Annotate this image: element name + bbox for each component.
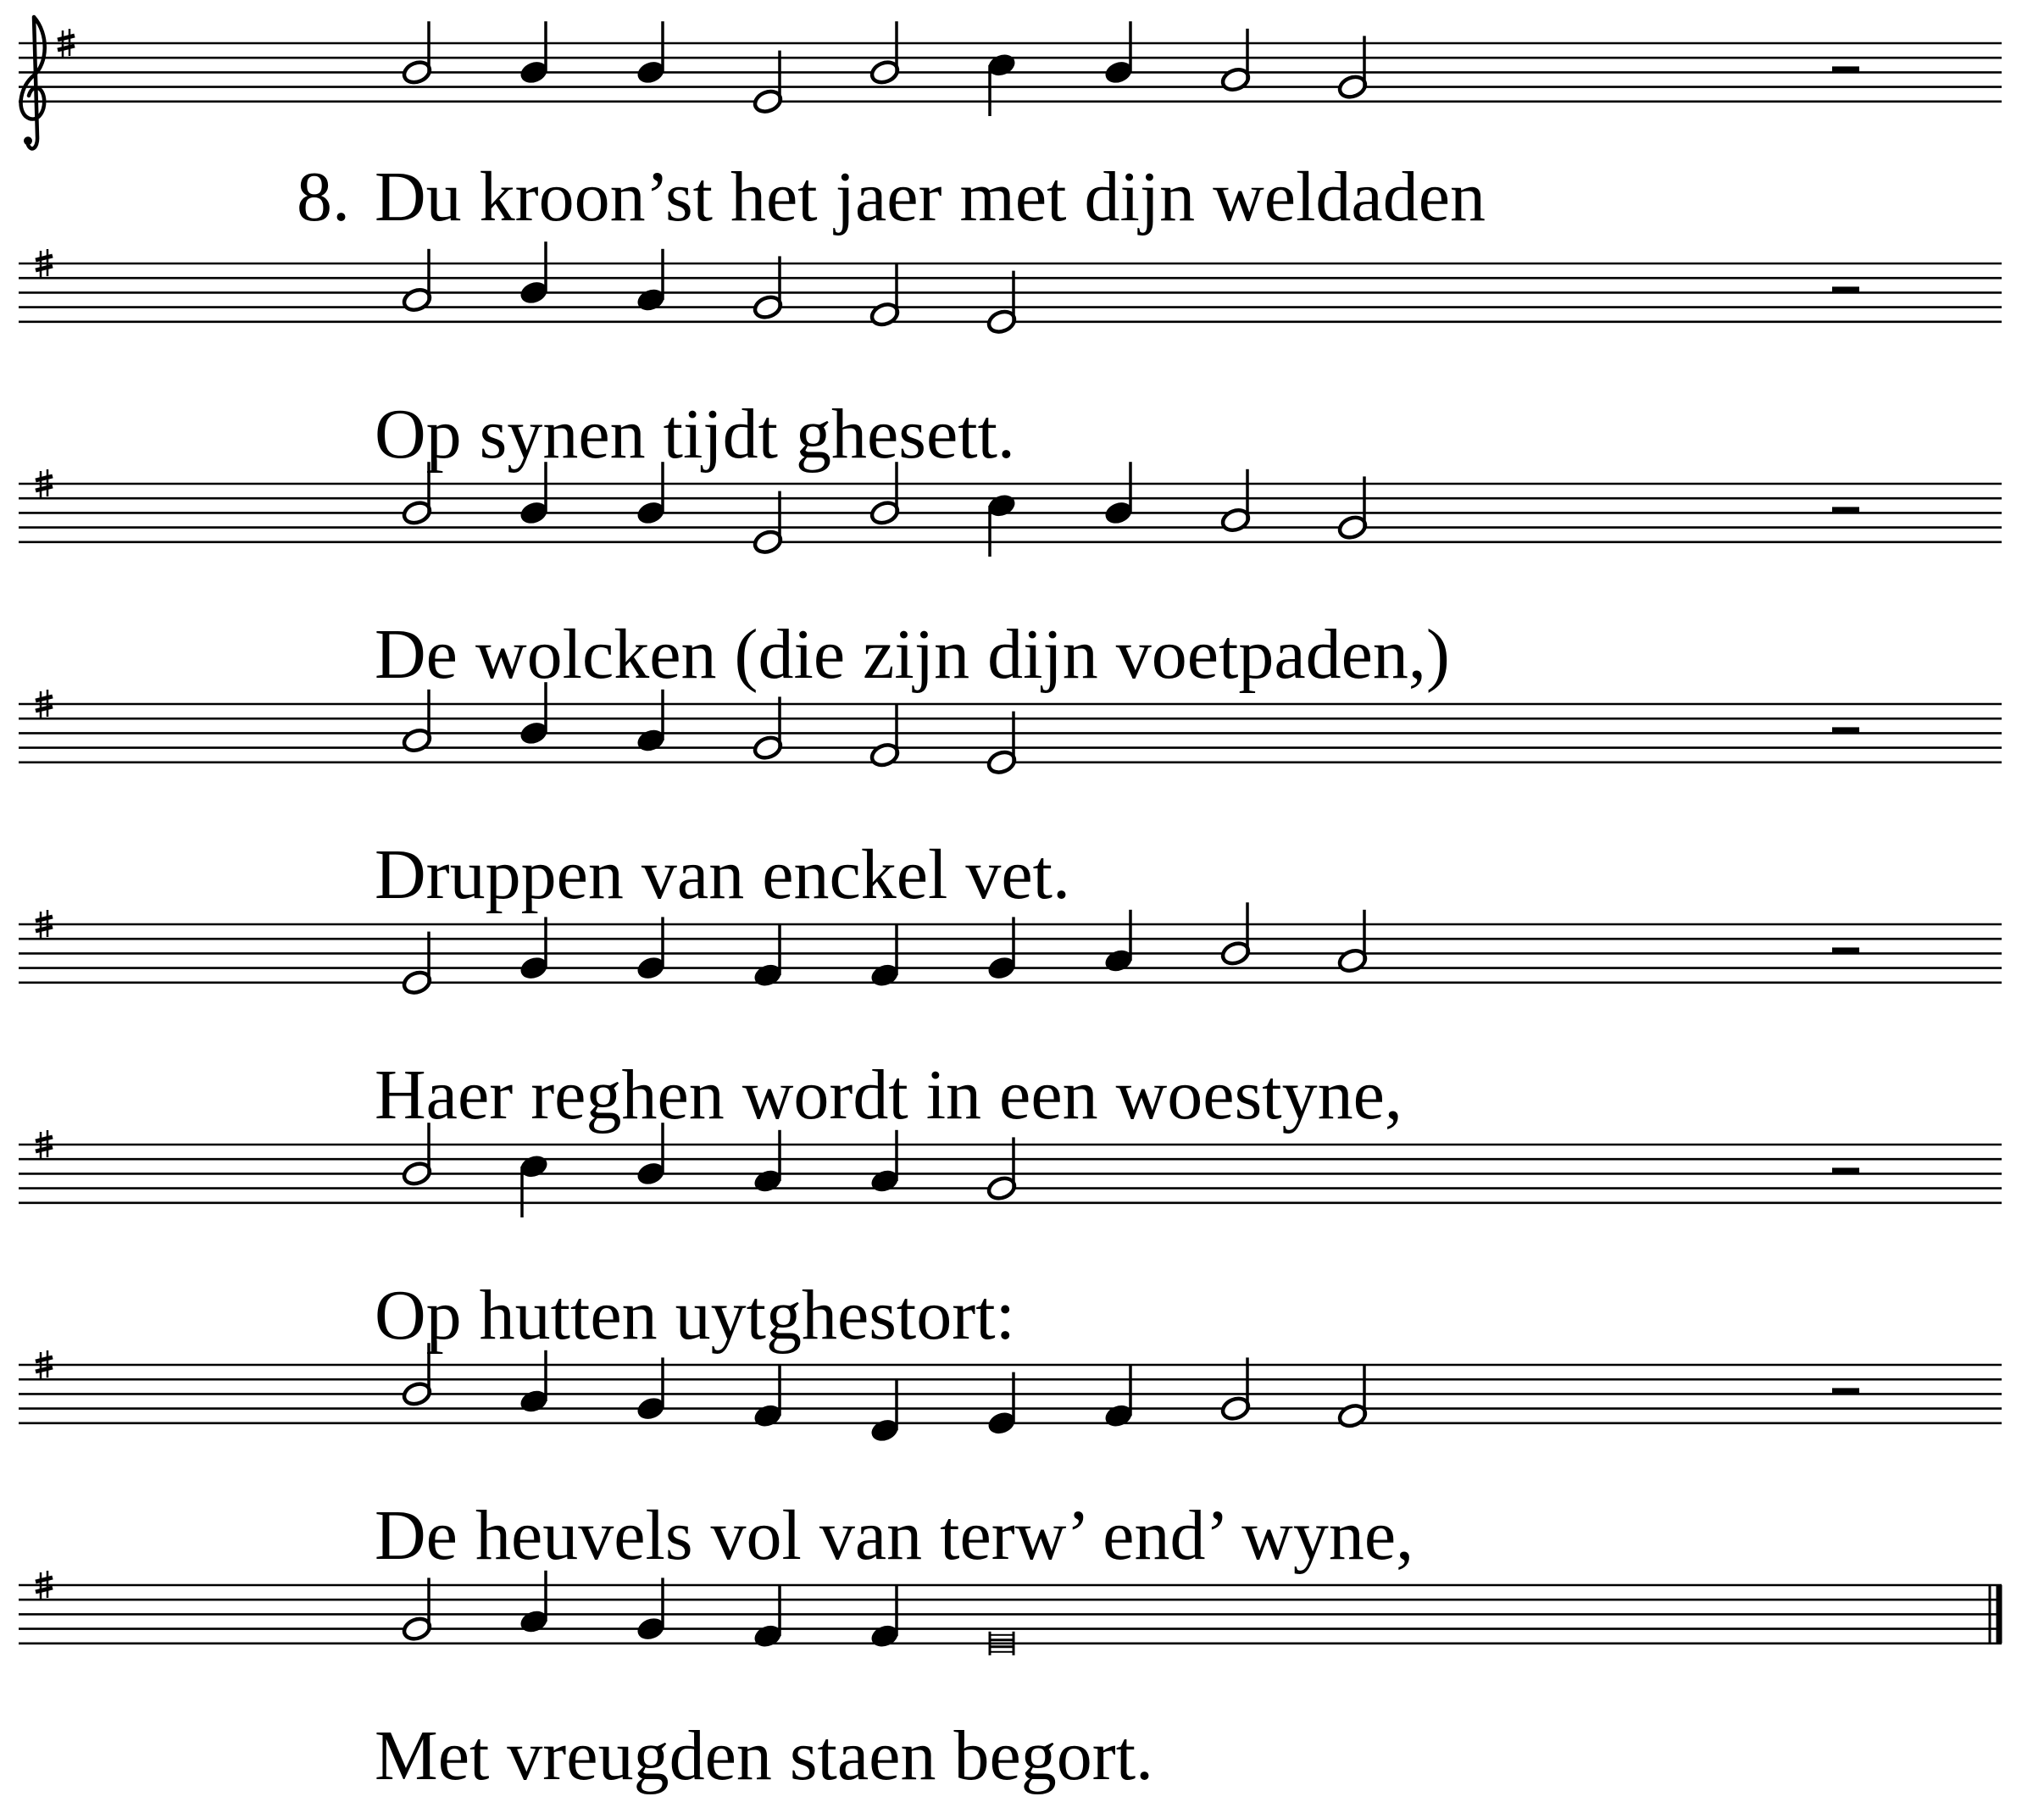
staff-system-3 [19, 462, 2002, 694]
note [636, 21, 667, 86]
note [753, 1365, 784, 1429]
lyric-line-1: Du kroon’st het jaer met dijn weldaden [375, 157, 1486, 236]
rest-icon [1832, 1388, 1859, 1394]
note [636, 917, 667, 981]
note [1337, 1365, 1369, 1429]
staff-system-7 [19, 1343, 2002, 1575]
lyric-line-6: Op hutten uytghestort: [375, 1275, 1015, 1355]
lyric-line-7: De heuvels vol van terw’ end’ wyne, [375, 1495, 1414, 1575]
rest-icon [1832, 727, 1859, 734]
note [869, 924, 901, 989]
clef-stroke [21, 17, 45, 148]
staff-system-6 [19, 1123, 2002, 1355]
note [869, 21, 901, 86]
note [1337, 476, 1369, 541]
treble-clef [21, 17, 45, 148]
note [1220, 29, 1252, 93]
note [753, 491, 784, 556]
sharp-stroke [36, 707, 53, 711]
note [519, 241, 550, 306]
note [519, 1571, 550, 1635]
note [753, 51, 784, 115]
note [1220, 469, 1252, 534]
sharp-stroke [36, 1357, 53, 1361]
sharp-stroke [36, 256, 53, 260]
note [986, 917, 1018, 981]
note [1103, 21, 1135, 86]
note [636, 249, 667, 313]
staff-system-1 [19, 17, 2002, 236]
note [869, 1585, 901, 1650]
note [753, 924, 784, 989]
note [1103, 910, 1135, 974]
note [519, 1350, 550, 1415]
rest-icon [1832, 947, 1859, 954]
note [986, 712, 1018, 776]
note [1337, 36, 1369, 100]
sharp-stroke [36, 1577, 53, 1582]
staff-system-4 [19, 682, 2002, 914]
staff-system-2 [19, 241, 2002, 474]
sharp-stroke [36, 476, 53, 480]
note [986, 52, 1018, 116]
note [869, 1379, 901, 1444]
note [986, 271, 1018, 335]
sharp-stroke [36, 927, 53, 931]
sharp-stroke [36, 1588, 53, 1592]
note [1220, 902, 1252, 967]
sharp-stroke [58, 36, 75, 40]
note [1103, 1365, 1135, 1429]
rest-icon [1832, 507, 1859, 513]
note [753, 696, 784, 761]
sharp-stroke [36, 266, 53, 270]
note [753, 1130, 784, 1195]
sharp-stroke [36, 917, 53, 921]
sharp-stroke [36, 696, 53, 701]
note [519, 1153, 550, 1217]
rest-icon [1832, 1167, 1859, 1174]
note [1103, 462, 1135, 526]
lyric-line-3: De wolcken (die zijn dijn voetpaden,) [375, 614, 1450, 694]
note [753, 256, 784, 320]
note [636, 690, 667, 754]
note [869, 263, 901, 328]
note [402, 1577, 433, 1642]
note [869, 1130, 901, 1195]
rest-icon [1832, 66, 1859, 73]
staff-system-5 [19, 902, 2002, 1134]
note [402, 690, 433, 754]
sharp-stroke [36, 1147, 53, 1151]
sharp-stroke [36, 1137, 53, 1141]
lyric-line-5: Haer reghen wordt in een woestyne, [375, 1055, 1402, 1134]
sharp-stroke [36, 486, 53, 491]
note [986, 1137, 1018, 1201]
note [986, 492, 1018, 557]
lyric-line-4: Druppen van enckel vet. [375, 834, 1071, 914]
note [869, 704, 901, 768]
note [402, 21, 433, 86]
note [636, 1577, 667, 1642]
verse-number: 8. [297, 157, 350, 236]
clef-dot [24, 136, 32, 145]
sharp-stroke [36, 1367, 53, 1372]
score-systems [19, 17, 2002, 1795]
staff-system-8 [19, 1571, 2002, 1795]
note [1220, 1357, 1252, 1422]
note [1337, 910, 1369, 974]
note [986, 1372, 1018, 1437]
note [636, 1357, 667, 1422]
rest-icon [1832, 286, 1859, 293]
note [753, 1585, 784, 1650]
lyric-line-8: Met vreugden staen begort. [375, 1716, 1154, 1795]
note [519, 21, 550, 86]
note [519, 917, 550, 981]
sharp-stroke [58, 46, 75, 50]
note [402, 249, 433, 313]
lyric-line-2: Op synen tijdt ghesett. [375, 394, 1015, 474]
note [402, 932, 433, 996]
